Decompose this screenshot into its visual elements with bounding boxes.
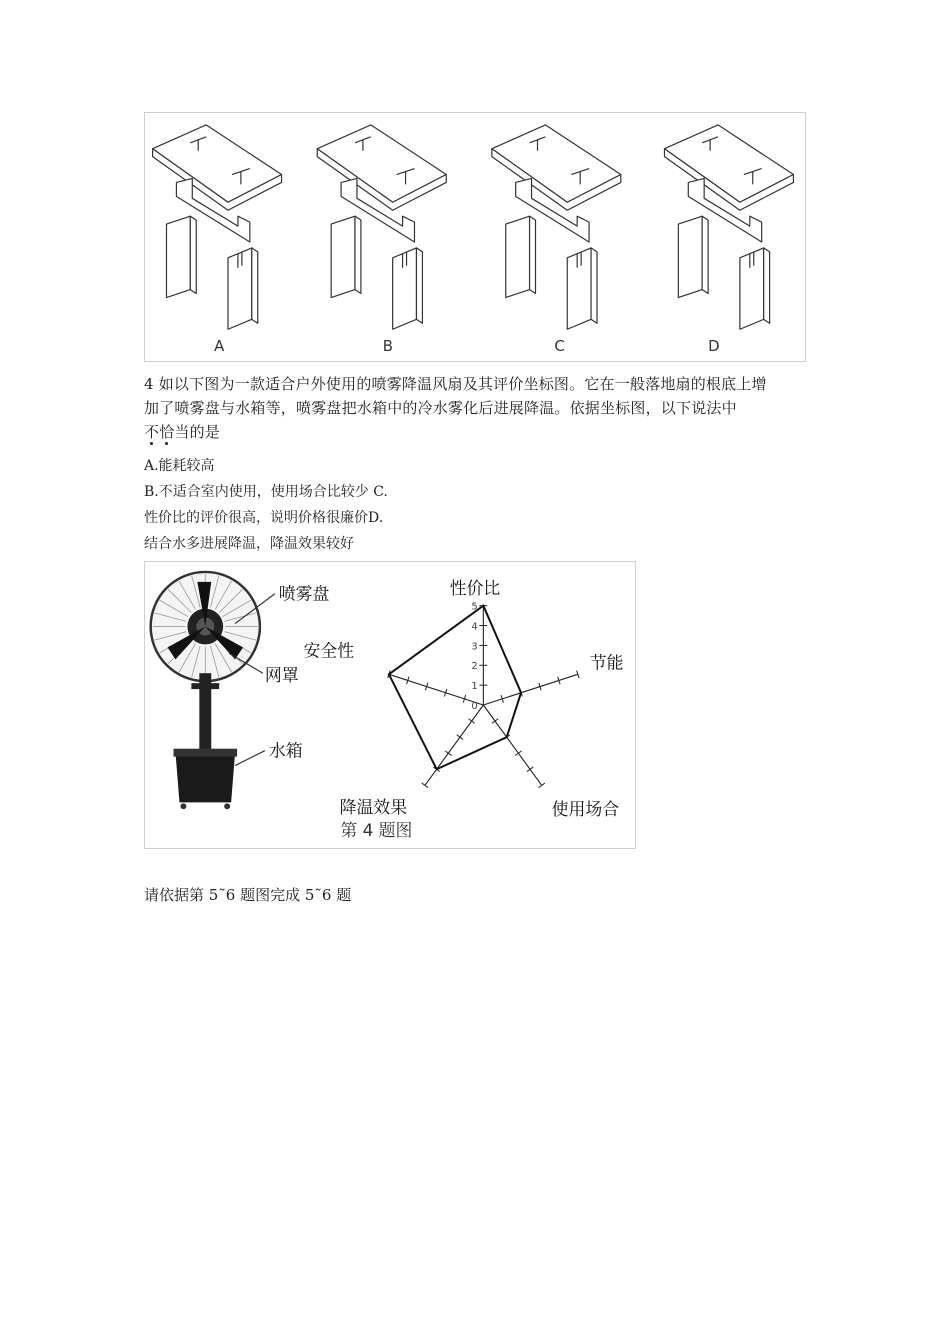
left-leg <box>331 216 355 297</box>
label-net-cover: 网罩 <box>264 665 299 686</box>
radar-tick <box>492 719 498 724</box>
question-4-stem <box>144 372 808 444</box>
assembly-drawing <box>153 125 282 329</box>
evaluation-radar-chart <box>303 578 623 819</box>
radar-tick <box>527 767 533 772</box>
emphasis-char: 当 <box>174 423 190 441</box>
assembly-drawings <box>145 113 805 361</box>
option-a[interactable]: A.能耗较高 <box>144 458 215 474</box>
assembly-drawing <box>664 125 793 329</box>
radar-axis <box>483 674 577 705</box>
radar-tick <box>445 751 451 756</box>
radar-tick-label: 5 <box>471 601 478 613</box>
radar-tick-label: 0 <box>471 700 478 712</box>
left-leg <box>506 216 530 297</box>
radar-tick <box>539 783 545 788</box>
fan-figure <box>144 561 636 849</box>
option-label-d: D <box>708 337 720 356</box>
option-label-b: B <box>382 337 393 356</box>
assembly-figure <box>144 112 806 362</box>
radar-tick-label: 3 <box>471 641 478 653</box>
fan-and-radar <box>145 562 635 848</box>
question-line-3-rest: 的是 <box>189 423 221 441</box>
radar-tick-label: 4 <box>471 621 478 633</box>
footer-instruction: 请依据第 5˜6 题图完成 5˜6 题 <box>144 886 352 904</box>
radar-tick-label: 1 <box>471 681 478 693</box>
radar-axis <box>425 705 483 785</box>
option-label-a: A <box>214 337 225 356</box>
emphasis-char: 不 <box>144 423 160 441</box>
left-leg <box>678 216 702 297</box>
emphasis-char: 恰 <box>159 423 175 441</box>
question-line-3 <box>144 420 808 444</box>
radar-tick <box>422 783 428 788</box>
emphasis-not-appropriate <box>144 423 190 441</box>
radar-tick <box>515 751 521 756</box>
radar-tick <box>468 719 474 724</box>
option-d[interactable]: 结合水多进展降温，降温效果较好 <box>144 536 354 552</box>
label-water-tank: 水箱 <box>268 740 303 761</box>
option-c[interactable]: 性价比的评价很高，说明价格很廉价D. <box>144 510 384 526</box>
label-spray-disc: 喷雾盘 <box>278 583 330 604</box>
right-leg <box>567 248 591 329</box>
left-leg <box>166 216 190 297</box>
option-b[interactable]: B.不适合室内使用，使用场合比较少 C. <box>144 484 388 500</box>
radar-axis-label: 安全性 <box>303 640 355 661</box>
right-leg <box>740 248 764 329</box>
assembly-drawing <box>492 125 621 329</box>
right-leg <box>228 248 252 329</box>
figure-caption: 第 4 题图 <box>340 820 413 841</box>
radar-axis-label: 降温效果 <box>339 797 408 818</box>
radar-axis-label: 使用场合 <box>551 799 620 820</box>
radar-tick <box>457 735 463 740</box>
option-label-c: C <box>554 337 565 356</box>
radar-tick-label: 2 <box>471 661 478 673</box>
radar-axis-label: 节能 <box>589 652 624 673</box>
assembly-drawing <box>317 125 446 329</box>
radar-axis-label: 性价比 <box>449 577 501 598</box>
right-leg <box>393 248 417 329</box>
question-line-1: 4 如以下图为一款适合户外使用的喷雾降温风扇及其评价坐标图。它在一般落地扇的根底上增 <box>144 375 767 393</box>
question-line-2: 加了喷雾盘与水箱等，喷雾盘把水箱中的冷水雾化后进展降温。依据坐标图，以下说法中 <box>144 399 737 417</box>
fan-illustration <box>151 572 275 809</box>
